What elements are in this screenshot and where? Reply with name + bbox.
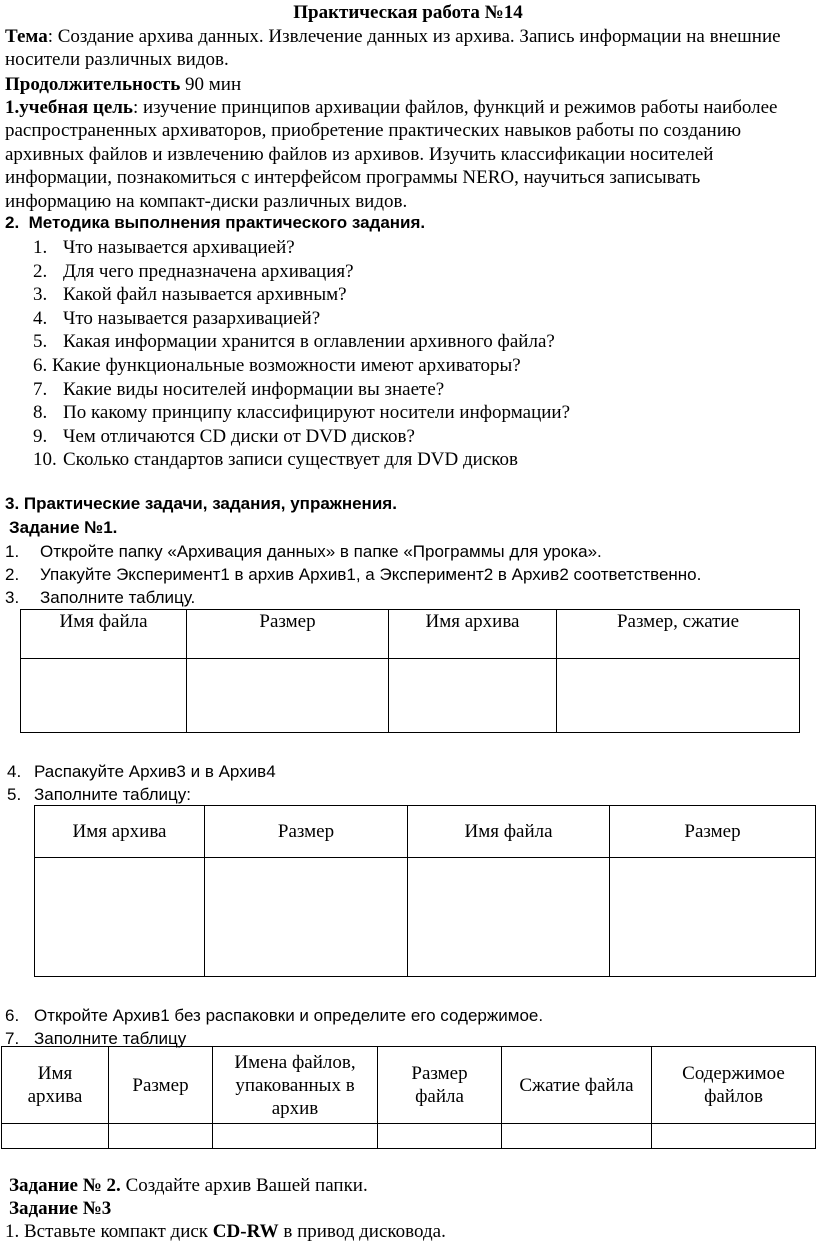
- table-header-cell: Имя архива: [389, 610, 557, 659]
- list-item-number: 2.: [5, 565, 20, 584]
- task3-step-1-post: в привод дисковода.: [278, 1221, 446, 1242]
- tasks-heading: 3. Практические задачи, задания, упражнения.: [5, 494, 397, 513]
- table-file-archive: [20, 609, 800, 733]
- list-item-number: 3.: [5, 588, 20, 607]
- task2-paragraph: [9, 1174, 368, 1197]
- table-header-cell: Размер: [205, 806, 408, 858]
- list-item: Заполните таблицу:: [34, 785, 191, 804]
- list-item: По какому принципу классифицируют носители информации?: [63, 402, 571, 424]
- table-header-row: [2, 1047, 816, 1124]
- table-header-cell: Размер: [109, 1047, 213, 1124]
- list-item-number: 5.: [33, 331, 48, 353]
- list-item-number: 7.: [33, 378, 48, 400]
- list-item: Распакуйте Архив3 и в Архив4: [34, 762, 276, 781]
- table-header-cell: Размер файла: [378, 1047, 502, 1124]
- table-cell-empty[interactable]: [35, 858, 205, 977]
- method-heading: 2. Методика выполнения практического задания.: [5, 213, 426, 232]
- task3-heading: Задание №3: [9, 1198, 112, 1219]
- table-cell-empty[interactable]: [557, 659, 800, 733]
- table-row: [21, 659, 800, 733]
- table-cell-empty[interactable]: [502, 1124, 652, 1149]
- table-cell-empty[interactable]: [378, 1124, 502, 1149]
- table-header-cell: Имена файлов, упакованных в архив: [213, 1047, 378, 1124]
- table-header-cell: Имя архива: [2, 1047, 109, 1124]
- table-header-cell: Содержимое файлов: [652, 1047, 816, 1124]
- topic-text: : Создание архива данных. Извлечение данных из архива. Запись информации на внешние носители различных видов.: [5, 26, 781, 70]
- goal-paragraph: [5, 96, 811, 213]
- topic-label: Тема: [5, 26, 48, 47]
- list-item: Упакуйте Эксперимент1 в архив Архив1, а Эксперимент2 в Архив2 соответственно.: [40, 565, 702, 584]
- list-item: Сколько стандартов записи существует для DVD дисков: [63, 449, 518, 471]
- task2-label: Задание № 2.: [9, 1175, 121, 1196]
- list-item-number: 1.: [33, 237, 48, 258]
- goal-text: : изучение принципов архивации файлов, функций и режимов работы наиболее распространенных архиваторов, приобретение практических навыков работы по созданию архивных файлов и извлечению файлов из архивов. Изучить классификации носителей информации, познакомиться с интерфейсом программы NERO, научиться записывать информацию на компакт-диски различных видов.: [5, 97, 778, 212]
- list-item: Откройте папку «Архивация данных» в папке «Программы для урока».: [40, 542, 602, 561]
- table-header-cell: Размер: [187, 610, 389, 659]
- list-item: Какой файл называется архивным?: [63, 284, 347, 306]
- table-header-cell: Размер, сжатие: [557, 610, 800, 659]
- task3-step-1: [5, 1220, 446, 1243]
- table-row: [35, 858, 816, 977]
- list-item-number: 6.: [5, 1006, 20, 1025]
- page-title: Практическая работа №14: [293, 2, 523, 23]
- goal-label: 1.учебная цель: [5, 97, 133, 118]
- list-item-number: 7.: [5, 1029, 20, 1048]
- table-archive-file: [34, 805, 816, 977]
- list-item: Что называется разархивацией?: [63, 307, 321, 329]
- list-item: Какая информации хранится в оглавлении архивного файла?: [63, 331, 555, 353]
- list-item: Заполните таблицу.: [40, 588, 196, 607]
- list-item: Откройте Архив1 без распаковки и определите его содержимое.: [34, 1006, 544, 1025]
- list-item-number: 10.: [33, 449, 57, 471]
- list-item-number: 9.: [33, 425, 48, 447]
- table-header-cell: Сжатие файла: [502, 1047, 652, 1124]
- duration-text: 90 мин: [180, 74, 242, 95]
- table-cell-empty[interactable]: [109, 1124, 213, 1149]
- table-cell-empty[interactable]: [2, 1124, 109, 1149]
- table-header-cell: Имя файла: [21, 610, 187, 659]
- list-item-number: 5.: [7, 785, 22, 804]
- list-item-number: 6.: [33, 355, 48, 376]
- table-header-cell: Размер: [610, 806, 816, 858]
- topic-paragraph: [5, 25, 811, 71]
- list-item: Что называется архивацией?: [63, 237, 295, 258]
- table-header-row: [35, 806, 816, 858]
- table-header-cell: Имя архива: [35, 806, 205, 858]
- list-item-number: 1.: [5, 542, 20, 561]
- table-cell-empty[interactable]: [408, 858, 610, 977]
- table-cell-empty[interactable]: [21, 659, 187, 733]
- list-item: Какие виды носителей информации вы знаете?: [63, 378, 445, 400]
- list-item: Для чего предназначена архивация?: [63, 260, 354, 282]
- table-cell-empty[interactable]: [389, 659, 557, 733]
- task3-step-1-pre: 1. Вставьте компакт диск: [5, 1221, 213, 1242]
- table-header-row: [21, 610, 800, 659]
- duration-paragraph: [5, 73, 811, 96]
- list-item: Какие функциональные возможности имеют архиваторы?: [52, 355, 521, 376]
- table-cell-empty[interactable]: [205, 858, 408, 977]
- table-archive-contents: [1, 1046, 816, 1149]
- table-header-cell: Имя файла: [408, 806, 610, 858]
- table-cell-empty[interactable]: [652, 1124, 816, 1149]
- duration-label: Продолжительность: [5, 74, 181, 95]
- list-item: Чем отличаются CD диски от DVD дисков?: [63, 425, 415, 447]
- task2-text: Создайте архив Вашей папки.: [120, 1175, 368, 1196]
- table-cell-empty[interactable]: [187, 659, 389, 733]
- list-item-number: 8.: [33, 402, 48, 424]
- list-item: Заполните таблицу: [34, 1029, 187, 1048]
- list-item-number: 4.: [33, 307, 48, 329]
- list-item-number: 2.: [33, 260, 48, 282]
- list-item-number: 4.: [7, 762, 22, 781]
- table-cell-empty[interactable]: [213, 1124, 378, 1149]
- task1-heading: Задание №1.: [9, 518, 118, 537]
- table-row: [2, 1124, 816, 1149]
- table-cell-empty[interactable]: [610, 858, 816, 977]
- task3-step-1-bold: CD-RW: [212, 1221, 279, 1242]
- list-item-number: 3.: [33, 284, 48, 306]
